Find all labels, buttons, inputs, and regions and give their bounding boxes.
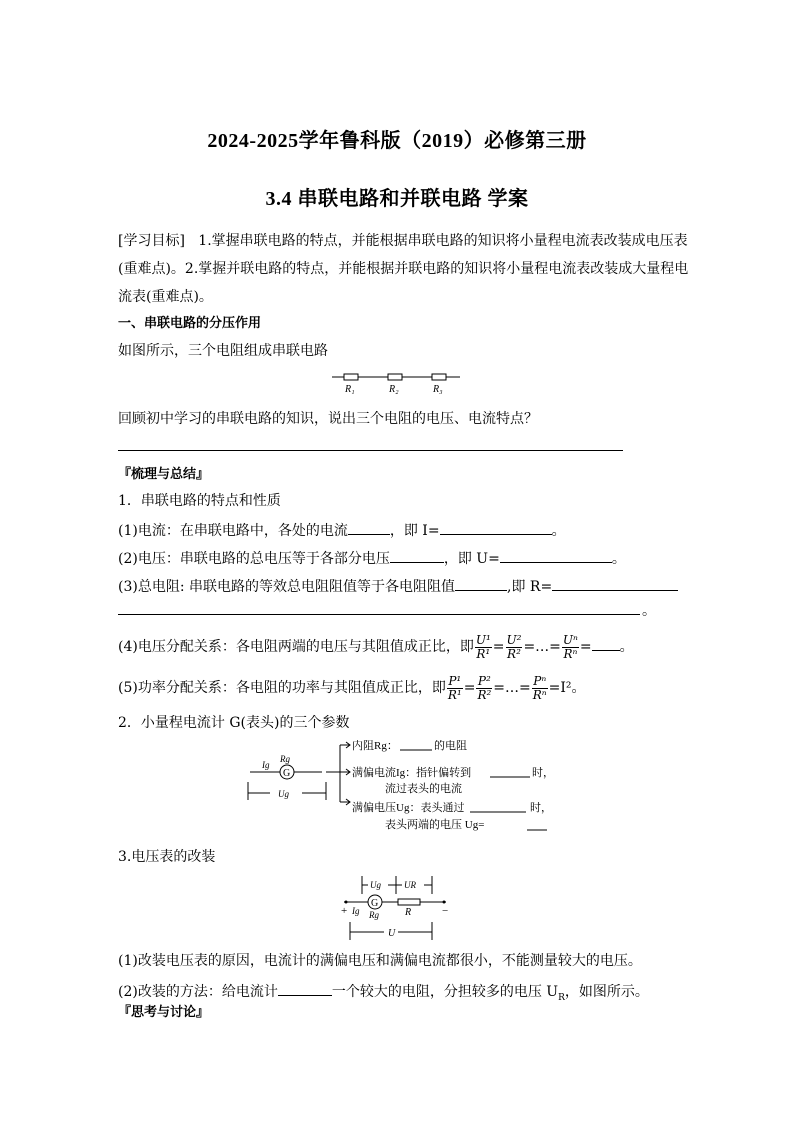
- eq-2: =: [579, 639, 592, 655]
- voltage-text: (2)电压：串联电路的总电压等于各部分电压: [118, 551, 390, 567]
- resistance-line: [118, 576, 678, 596]
- vm-ur-label: UR: [404, 880, 416, 890]
- blank-voltage-2[interactable]: [500, 548, 612, 563]
- galvo-ig-label: Ig: [262, 760, 270, 770]
- voltage-period: 。: [611, 551, 626, 567]
- eq-1: =: [492, 639, 505, 655]
- vm-u-label: U: [388, 928, 396, 939]
- power-distribution-line: [118, 673, 586, 703]
- current-line: [118, 520, 566, 540]
- series-circuit-diagram: [330, 370, 465, 398]
- voltage-distribution-line: [118, 632, 634, 662]
- vm-plus: +: [341, 905, 348, 917]
- objective-tag: [学习目标]: [118, 233, 185, 249]
- galvo-g-label: G: [283, 768, 291, 779]
- galvanometer-parameters-diagram: [240, 740, 560, 835]
- param-full-current-line2: 流过表头的电流: [385, 783, 462, 795]
- discussion-heading: 『思考与讨论』: [118, 1005, 210, 1020]
- resistance-text: (3)总电阻: 串联电路的等效总电阻阻值等于各电阻阻值: [118, 579, 455, 595]
- param-full-voltage-tail: 时，: [530, 802, 552, 814]
- vm-ug-label: Ug: [370, 880, 381, 890]
- item2-heading: 2．小量程电流计 G(表头)的三个参数: [118, 715, 350, 731]
- blank-resistance-1[interactable]: [455, 576, 507, 591]
- param-full-current-tail: 时，: [532, 767, 554, 779]
- reason-text: (1)改装电压表的原因，电流计的满偏电压和满偏电流都很小，不能测量较大的电压。: [118, 953, 642, 969]
- dots-1: =…=: [523, 639, 561, 655]
- r2-label: R₂: [389, 384, 399, 395]
- vm-minus: −: [442, 905, 449, 917]
- param-internal-resistance: 内阻Rg：: [352, 740, 398, 752]
- r3-label: R₃: [433, 384, 443, 395]
- learning-objective-line3: 流表(重难点)。: [118, 289, 213, 305]
- blank-resistance-2[interactable]: [552, 576, 678, 591]
- review-question: 回顾初中学习的串联电路的知识，说出三个电阻的电压、电流特点？: [118, 411, 538, 427]
- method-text-a: (2)改装的方法：给电流计: [118, 984, 278, 1000]
- blank-voltage-1[interactable]: [390, 548, 444, 563]
- fraction-u1-r1: $\frac{\text{U¹}}{\text{R¹}}$: [475, 632, 491, 661]
- voltage-line: [118, 548, 626, 568]
- fraction-p1-r1: $\frac{\text{P¹}}{\text{R¹}}$: [447, 673, 462, 702]
- item3-heading: 3.电压表的改装: [118, 849, 216, 865]
- voltage-dist-text: (4)电压分配关系：各电阻两端的电压与其阻值成正比，即: [118, 639, 474, 655]
- item1-heading: 1．串联电路的特点和性质: [118, 493, 281, 509]
- blank-method[interactable]: [278, 981, 332, 996]
- answer-line[interactable]: [118, 450, 623, 451]
- r1-label: R₁: [345, 384, 355, 395]
- fraction-pn-rn: $\frac{\text{Pⁿ}}{\text{Rⁿ}}$: [532, 673, 547, 702]
- vm-rg-label: Rg: [369, 910, 379, 920]
- method-text-b: 一个较大的电阻，分担较多的电压 U: [331, 984, 559, 1000]
- blank-current-2[interactable]: [440, 520, 552, 535]
- summary-heading: 『梳理与总结』: [118, 467, 210, 482]
- page-subtitle: 3.4 串联电路和并联电路 学案: [265, 188, 529, 210]
- param-full-voltage: 满偏电压Ug：表头通过: [352, 802, 465, 814]
- section1-intro: 如图所示，三个电阻组成串联电路: [118, 343, 328, 359]
- dots-2: =…=: [493, 680, 531, 696]
- vm-ig-label: Ig: [352, 906, 360, 916]
- objective-text1: 1.掌握串联电路的特点，并能根据串联电路的知识将小量程电流表改装成电压表: [198, 233, 688, 249]
- current-mid: ，即 I=: [389, 523, 440, 539]
- vd-period: 。: [619, 639, 634, 655]
- method-line: [118, 981, 649, 1007]
- vm-g-label: G: [371, 898, 379, 909]
- learning-objective-line1: [118, 232, 688, 250]
- current-text: (1)电流：在串联电路中，各处的电流: [118, 523, 348, 539]
- eq-3: =: [463, 680, 476, 696]
- current-period: 。: [551, 523, 566, 539]
- section1-heading: 一、串联电路的分压作用: [118, 316, 262, 331]
- power-dist-text: (5)功率分配关系：各电阻的功率与其阻值成正比，即: [118, 680, 446, 696]
- learning-objective-line2: (重难点)。2.掌握并联电路的特点，并能根据并联电路的知识将小量程电流表改装成大量程电: [118, 261, 689, 277]
- page-title: 2024-2025学年鲁科版（2019）必修第三册: [207, 130, 587, 152]
- fraction-un-rn: $\frac{\text{Uⁿ}}{\text{Rⁿ}}$: [562, 632, 578, 661]
- param-full-voltage-line2: 表头两端的电压 Ug=: [385, 819, 485, 831]
- power-tail: =I²。: [548, 680, 586, 696]
- method-text-c: ，如图所示。: [564, 984, 649, 1000]
- param-full-current: 满偏电流Ig：指针偏转到: [352, 767, 472, 779]
- galvo-rg-label: Rg: [280, 754, 290, 764]
- fraction-p2-r2: $\frac{\text{P²}}{\text{R²}}$: [477, 673, 492, 702]
- param-internal-resistance-tail: 的电阻: [434, 740, 467, 752]
- voltage-mid: ，即 U=: [443, 551, 500, 567]
- blank-current-1[interactable]: [348, 520, 390, 535]
- blank-voltage-ratio[interactable]: [592, 636, 620, 651]
- fraction-u2-r2: $\frac{\text{U²}}{\text{R²}}$: [506, 632, 522, 661]
- voltmeter-conversion-diagram: [338, 872, 458, 944]
- method-sub: R: [558, 992, 565, 1003]
- resistance-continue-line[interactable]: [118, 614, 640, 615]
- resistance-mid: ,即 R=: [507, 579, 553, 595]
- vm-r-label: R: [405, 907, 412, 918]
- resistance-period: 。: [642, 603, 656, 619]
- galvo-ug-label: Ug: [278, 789, 289, 799]
